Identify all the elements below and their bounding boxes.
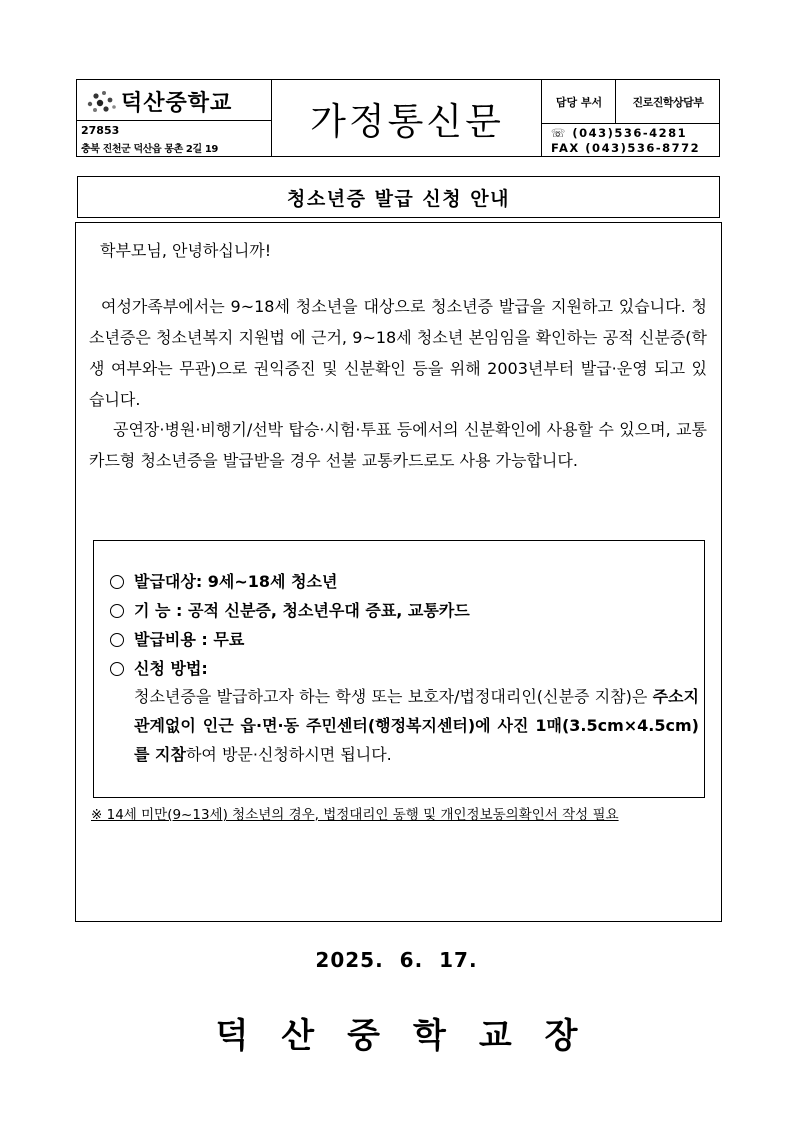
dept-label: 담당 부서 [555,95,603,109]
info-item-label: 발급비용 : 무료 [134,630,245,649]
zip-code: 27853 [81,124,120,137]
paragraph-intro: 여성가족부에서는 9~18세 청소년을 대상으로 청소년증 발급을 지원하고 있습니다. 청소년증은 청소년복지 지원법 에 근거, 9~18세 청소년 본임임을 확인하는 공적 신분증(학생 여부와는 무관)으로 권익증진 및 신분확인 등을 위해 2003년부터 발급·운영 되고 있습니다. [89,297,707,409]
method-description [134,682,699,769]
notice-title: 청소년증 발급 신청 안내 [77,176,720,218]
info-item-function [110,598,470,621]
method-text-bold: 주소지 관계없이 인근 읍·면·동 주민센터(행정복지센터)에 사진 1매(3.5cm×4.5cm)를 지참 [134,687,699,764]
telephone-number: ☏ (043)536-4281 [551,126,688,140]
circle-bullet-icon [110,633,124,647]
notice-content [75,222,722,922]
header-divider [77,120,271,121]
principal-signature: 덕산중학교장 [215,1016,611,1056]
circle-bullet-icon [110,662,124,676]
info-item-label: 신청 방법: [134,659,208,678]
header-divider [541,123,719,124]
info-box [93,540,705,798]
info-item-method [110,656,208,679]
header-table [76,79,720,157]
info-item-target [110,569,337,592]
method-text: 하여 방문·신청하시면 됩니다. [185,745,392,764]
circle-bullet-icon [110,604,124,618]
school-address: 충북 진천군 덕산읍 몽촌 2길 19 [81,144,218,155]
info-item-label: 기 능 : 공적 신분증, 청소년우대 증표, 교통카드 [134,601,470,620]
paragraph-usage: 공연장·병원·비행기/선박 탑승·시험·투표 등에서의 신분확인에 사용할 수 있으며, 교통카드형 청소년증을 발급받을 경우 선불 교통카드로도 사용 가능합니다. [89,420,707,470]
footnote: ※ 14세 미만(9~13세) 청소년의 경우, 법정대리인 동행 및 개인정보동의확인서 작성 필요 [91,807,619,823]
info-item-label: 발급대상: 9세~18세 청소년 [134,572,338,591]
fax-number: FAX (043)536-8772 [551,141,701,155]
header-divider [615,80,616,123]
info-item-cost [110,627,244,650]
paper-title: 가정통신문 [310,99,504,143]
school-name: 덕산중학교 [121,91,233,116]
method-text: 청소년증을 발급하고자 하는 학생 또는 보호자/법정대리인(신분증 지참)은 [134,687,653,706]
dept-value: 진로진학상담부 [632,95,704,109]
school-logo-icon [85,88,119,116]
header-divider [541,80,542,156]
header-divider [271,80,272,156]
issue-date: 2025. 6. 17. [315,948,478,972]
circle-bullet-icon [110,575,124,589]
greeting: 학부모님, 안녕하십니까! [100,241,272,260]
